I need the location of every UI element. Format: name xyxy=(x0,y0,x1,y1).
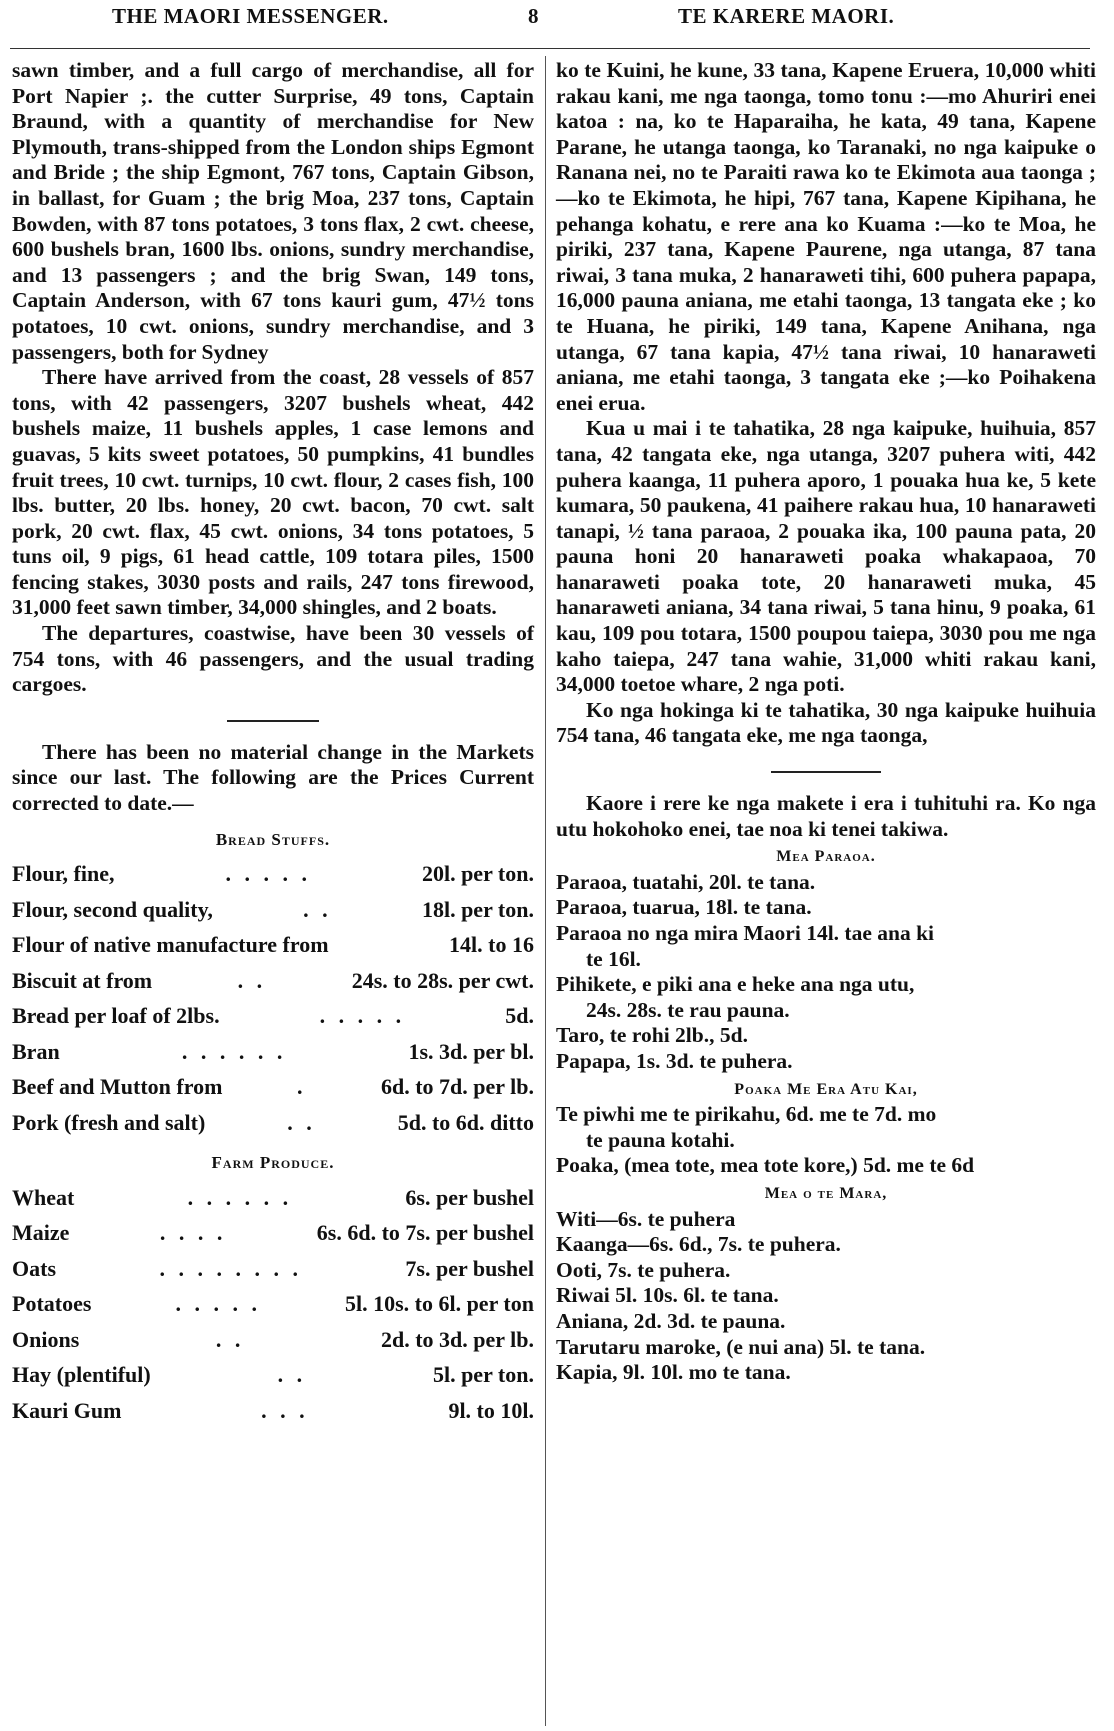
price-row: Beef and Mutton from . 6d. to 7d. per lb. xyxy=(12,1074,534,1100)
bread-stuffs-heading: Bread Stuffs. xyxy=(215,829,331,849)
column-divider xyxy=(545,56,546,1726)
farm-price-list-maori xyxy=(556,1207,1096,1386)
price-line: Kaanga—6s. 6d., 7s. te puhera. xyxy=(556,1232,841,1257)
maori-title: TE KARERE MAORI. xyxy=(678,4,895,28)
price-line: te pauna kotahi. xyxy=(586,1127,735,1152)
price-line: Tarutaru maroke, (e nui ana) 5l. te tana. xyxy=(556,1334,926,1359)
meat-price-list-maori xyxy=(556,1102,1096,1179)
arrivals-paragraph-maori: Kua u mai i te tahatika, 28 nga kaipuke, huihuia, 857 tana, 42 tangata eke, nga utanga, 3207 puhera witi, 442 puhera kaanga, 11 puhera aporo, 1 pouaka hua ke, 5 kete kumara, 50 paukena, 41 paihere rakau hua, 10 hanaraweti tanapi, ½ tana paraoa, 2 pouaka ika, 100 pauna pata, 20 pauna honi 20 hanaraweti poaka whakapaoa, 70 hanaraweti poaka tote, 20 hanaraweti muka, 45 hanaraweti aniana, 34 tana riwai, 5 tana hinu, 9 poaka, 61 kau, 109 pou totara, 1500 poupou taiepa, 3030 pou me nga kaho taiepa, 247 tana wahie, 31,000 whiti rakau kani, 34,000 toetoe whare, 2 nga poti. xyxy=(556,416,1096,697)
bread-price-list xyxy=(12,856,534,1140)
departures-paragraph-maori: Ko nga hokinga ki te tahatika, 30 nga kaipuke huihuia 754 tana, 46 tangata eke, me nga taonga, xyxy=(556,697,1096,748)
price-line: Aniana, 2d. 3d. te pauna. xyxy=(556,1308,786,1333)
price-row: Kauri Gum . . . 9l. to 10l. xyxy=(12,1397,534,1423)
price-row: Flour, second quality, . . 18l. per ton. xyxy=(12,896,534,922)
price-line: 24s. 28s. te rau pauna. xyxy=(586,997,790,1022)
price-line: Poaka, (mea tote, mea tote kore,) 5d. me te 6d xyxy=(556,1153,975,1178)
price-row: Oats . . . . . . . . 7s. per bushel xyxy=(12,1255,534,1281)
price-row: Bran . . . . . . 1s. 3d. per bl. xyxy=(12,1038,534,1064)
price-row: Flour of native manufacture from 14l. to 16 xyxy=(12,932,534,958)
price-line: te 16l. xyxy=(586,946,641,971)
price-row: Bread per loaf of 2lbs. . . . . . 5d. xyxy=(12,1003,534,1029)
header-rule xyxy=(10,48,1090,49)
price-line: Te piwhi me te pirikahu, 6d. me te 7d. mo xyxy=(556,1102,937,1127)
price-line: Paraoa, tuarua, 18l. te tana. xyxy=(556,895,812,920)
arrivals-paragraph: There have arrived from the coast, 28 vessels of 857 tons, with 42 passengers, 3207 bushels wheat, 442 bushels maize, 11 bushels apples, 1 case lemons and guavas, 5 kits sweet potatoes, 50 pumpkins, 41 bundles fruit trees, 10 cwt. turnips, 10 cwt. flour, 2 cases fish, 100 lbs. butter, 20 lbs. honey, 20 cwt. bacon, 70 cwt. salt pork, 20 cwt. flax, 45 cwt. onions, 34 tons potatoes, 5 tuns oil, 9 pigs, 61 head cattle, 109 totara piles, 1500 fencing stakes, 3030 posts and rails, 247 tons firewood, 31,000 feet sawn timber, 34,000 shingles, and 2 boats. xyxy=(12,365,534,620)
page-header xyxy=(0,4,1114,34)
price-line: Taro, te rohi 2lb., 5d. xyxy=(556,1023,748,1048)
price-row: Flour, fine, . . . . . 20l. per ton. xyxy=(12,861,534,887)
flour-price-list-maori xyxy=(556,870,1096,1075)
meat-heading-maori: Poaka Me Era Atu Kai, xyxy=(734,1080,918,1098)
price-row: Biscuit at from . . 24s. to 28s. per cwt. xyxy=(12,967,534,993)
section-rule xyxy=(227,720,319,722)
price-row: Pork (fresh and salt) . . 5d. to 6d. ditto xyxy=(12,1109,534,1135)
shipping-paragraph-maori: ko te Kuini, he kune, 33 tana, Kapene Eruera, 10,000 whiti rakau kani, me nga taonga, tomo tonu :—mo Ahuriri enei katoa : na, ko te Haparaiha, he kata, 49 tana, Kapene Parane, he utanga taonga, ko Taranaki, no nga kaipuke o Ranana nei, no te Paraiti rawa ko te Ekimota aua taonga ;—ko te Ekimota, he hipi, 767 tana, Kapene Kipihana, he pehanga kohatu, e rere ana ko Kuama :—ko te Moa, he piriki, 237 tana, Kapene Paurene, nga utanga, 87 tana riwai, 3 tana muka, 2 hanaraweti tihi, 600 puhera papapa, 16,000 pauna aniana, me etahi taonga, 13 tangata eke ; ko te Huana, he piriki, 149 tana, Kapene Anihana, nga utanga, 67 tana kapia, 47½ tana riwai, 10 hanaraweti aniana, me etahi taonga, 3 tangata eke ;—ko Poihakena enei erua. xyxy=(556,58,1096,415)
english-column xyxy=(12,58,534,1428)
price-line: Paraoa, tuatahi, 20l. te tana. xyxy=(556,869,816,894)
maori-column xyxy=(556,58,1096,1386)
flour-heading-maori: Mea Paraoa. xyxy=(776,848,876,866)
price-row: Potatoes . . . . . 5l. 10s. to 6l. per ton xyxy=(12,1291,534,1317)
price-row: Wheat . . . . . . 6s. per bushel xyxy=(12,1184,534,1210)
section-rule xyxy=(771,771,881,773)
price-line: Kapia, 9l. 10l. mo te tana. xyxy=(556,1360,791,1385)
shipping-paragraph: sawn timber, and a full cargo of merchandise, all for Port Napier ;. the cutter Surprise, 49 tons, Captain Braund, with a quantity of merchandise for New Plymouth, trans-shipped from the London ships Egmont and Bride ; the ship Egmont, 767 tons, Captain Gibson, in ballast, for Guam ; the brig Moa, 237 tons, Captain Bowden, with 87 tons potatoes, 3 tons flax, 2 cwt. cheese, 600 bushels bran, 1600 lbs. onions, sundry merchandise, and 13 passengers ; and the brig Swan, 149 tons, Captain Anderson, with 67 tons kauri gum, 47½ tons potatoes, 10 cwt. onions, sundry merchandise, and 3 passengers, both for Sydney xyxy=(12,58,534,364)
markets-paragraph-maori: Kaore i rere ke nga makete i era i tuhituhi ra. Ko nga utu hokohoko enei, tae noa ki tenei takiwa. xyxy=(556,791,1096,841)
english-title: THE MAORI MESSENGER. xyxy=(112,4,389,28)
price-row: Onions . . 2d. to 3d. per lb. xyxy=(12,1326,534,1352)
price-row: Hay (plentiful) . . 5l. per ton. xyxy=(12,1362,534,1388)
farm-price-list xyxy=(12,1180,534,1429)
price-row: Maize . . . . 6s. 6d. to 7s. per bushel xyxy=(12,1220,534,1246)
price-line: Ooti, 7s. te puhera. xyxy=(556,1257,731,1282)
price-line: Pihikete, e piki ana e heke ana nga utu, xyxy=(556,972,915,997)
price-line: Paraoa no nga mira Maori 14l. tae ana ki xyxy=(556,921,935,945)
markets-paragraph: There has been no material change in the Markets since our last. The following are the Prices Current corrected to date.— xyxy=(12,739,534,816)
departures-paragraph: The departures, coastwise, have been 30 vessels of 754 tons, with 46 passengers, and the usual trading cargoes. xyxy=(12,621,534,697)
farm-produce-heading: Farm Produce. xyxy=(211,1153,335,1173)
farm-heading-maori: Mea o te Mara, xyxy=(764,1184,888,1202)
price-line: Witi—6s. te puhera xyxy=(556,1206,736,1231)
page-number: 8 xyxy=(528,4,539,28)
price-line: Papapa, 1s. 3d. te puhera. xyxy=(556,1048,793,1073)
price-line: Riwai 5l. 10s. 6l. te tana. xyxy=(556,1283,779,1308)
